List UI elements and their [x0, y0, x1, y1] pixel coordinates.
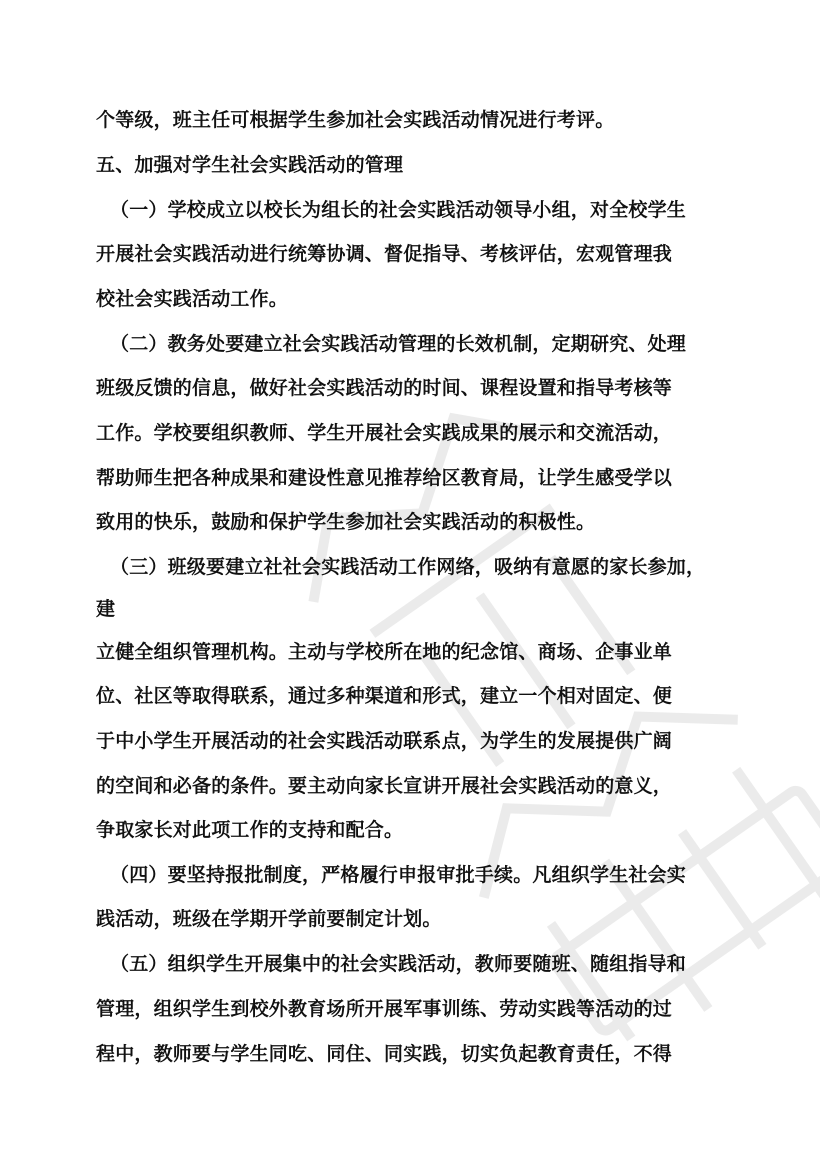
- text-line: 工作。学校要组织教师、学生开展社会实践成果的展示和交流活动，: [96, 422, 673, 444]
- text-line: （一）学校成立以校长为组长的社会实践活动领导小组，对全校学生: [110, 199, 687, 221]
- text-line: 践活动，班级在学期开学前要制定计划。: [96, 908, 442, 930]
- text-line: （三）班级要建立社社会实践活动工作网络，吸纳有意愿的家长参加，: [110, 556, 706, 578]
- text-line: 班级反馈的信息，做好社会实践活动的时间、课程设置和指导考核等: [96, 377, 673, 399]
- text-line: 管理，组织学生到校外教育场所开展军事训练、劳动实践等活动的过: [96, 998, 673, 1020]
- text-line: （五）组织学生开展集中的社会实践活动，教师要随班、随组指导和: [110, 953, 687, 975]
- section-heading: 五、加强对学生社会实践活动的管理: [96, 154, 404, 176]
- text-line: 开展社会实践活动进行统筹协调、督促指导、考核评估，宏观管理我: [96, 243, 673, 265]
- text-line: 致用的快乐，鼓励和保护学生参加社会实践活动的积极性。: [96, 511, 596, 533]
- text-line: 个等级，班主任可根据学生参加社会实践活动情况进行考评。: [96, 109, 615, 131]
- text-line: 建: [96, 598, 116, 620]
- text-line: 争取家长对此项工作的支持和配合。: [96, 819, 404, 841]
- text-line: 于中小学生开展活动的社会实践活动联系点，为学生的发展提供广阔: [96, 730, 673, 752]
- text-line: 校社会实践活动工作。: [96, 288, 289, 310]
- text-line: 程中，教师要与学生同吃、同住、同实践，切实负起教育责任，不得: [96, 1043, 673, 1065]
- text-line: 位、社区等取得联系，通过多种渠道和形式，建立一个相对固定、便: [96, 685, 673, 707]
- text-line: （四）要坚持报批制度，严格履行申报审批手续。凡组织学生社会实: [110, 864, 687, 886]
- text-line: （二）教务处要建立社会实践活动管理的长效机制，定期研究、处理: [110, 333, 687, 355]
- text-line: 立健全组织管理机构。主动与学校所在地的纪念馆、商场、企事业单: [96, 641, 673, 663]
- text-line: 帮助师生把各种成果和建设性意见推荐给区教育局，让学生感受学以: [96, 467, 673, 489]
- text-line: 的空间和必备的条件。要主动向家长宣讲开展社会实践活动的意义，: [96, 775, 673, 797]
